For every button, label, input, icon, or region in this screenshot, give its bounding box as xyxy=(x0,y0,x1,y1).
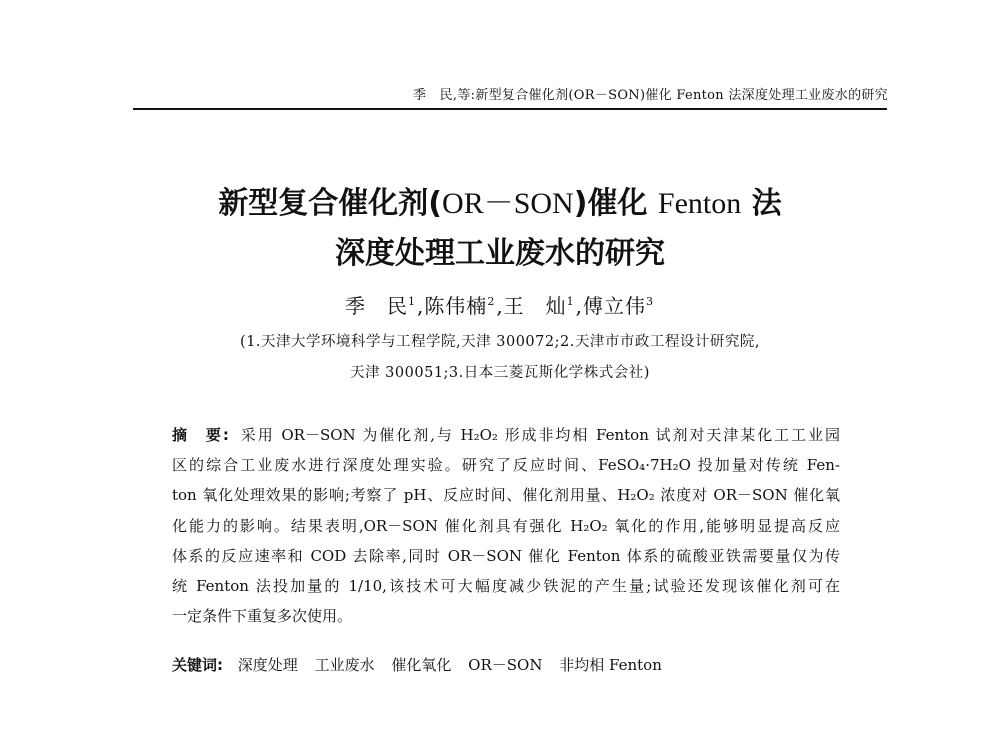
abstract-line: 体系的反应速率和 COD 去除率,同时 OR－SON 催化 Fenton 体系的硫酸亚铁需要量仅为传 xyxy=(172,546,840,565)
keyword: 工业废水 xyxy=(314,656,375,674)
paper-title-line-2: 深度处理工业废水的研究 xyxy=(335,236,665,271)
abstract-text: 采用 OR－SON 为催化剂,与 H₂O₂ 形成非均相 Fenton 试剂对天津某化工工业园 xyxy=(238,426,840,444)
abstract-line: 一定条件下重复多次使用。 xyxy=(172,607,353,626)
author-name: 季 民 xyxy=(344,294,408,318)
keywords-label: 关键词: xyxy=(172,656,223,674)
affiliation-line-1: (1.天津大学环境科学与工程学院,天津 300072;2.天津市市政工程设计研究院, xyxy=(240,334,760,350)
keyword: 催化氧化 xyxy=(391,656,452,674)
title-part: 法 xyxy=(741,186,782,221)
keyword: 非均相 Fenton xyxy=(559,656,662,674)
abstract-line: ton 氧化处理效果的影响;考察了 pH、反应时间、催化剂用量、H₂O₂ 浓度对 OR－SON 催化氧 xyxy=(172,486,840,505)
abstract-line: 化能力的影响。结果表明,OR－SON 催化剂具有强化 H₂O₂ 氧化的作用,能够明显提高反应 xyxy=(172,516,840,535)
author-affiliation-mark: 3 xyxy=(646,295,655,309)
abstract-line xyxy=(172,420,840,450)
title-part: Fenton xyxy=(657,187,742,220)
author-list: 季 民$^1$,陈伟楠$^2$,王 灿$^1$,傅立伟$^3$ xyxy=(344,294,655,318)
author-name: 陈伟楠 xyxy=(424,294,488,318)
header-rule xyxy=(133,108,887,110)
author-name: 王 灿 xyxy=(503,294,567,318)
keyword: 深度处理 xyxy=(237,656,298,674)
abstract-label: 摘 要: xyxy=(172,426,229,444)
running-head: 季 民,等:新型复合催化剂(OR－SON)催化 Fenton 法深度处理工业废水的研究 xyxy=(412,88,888,103)
keywords xyxy=(172,654,840,675)
title-part: OR－SON xyxy=(442,187,574,220)
abstract-line: 统 Fenton 法投加量的 1/10,该技术可大幅度减少铁泥的产生量;试验还发现该催化剂可在 xyxy=(172,576,840,595)
abstract xyxy=(172,420,840,631)
title-part: 新型复合催化剂( xyxy=(218,186,443,221)
author-name: 傅立伟 xyxy=(583,294,647,318)
abstract-line: 区的综合工业废水进行深度处理实验。研究了反应时间、FeSO₄·7H₂O 投加量对传统 Fen- xyxy=(172,456,840,475)
author-affiliation-mark: 2 xyxy=(487,295,496,309)
paper-title-line-1 xyxy=(0,178,1000,222)
keyword: OR－SON xyxy=(468,656,543,674)
affiliation-line-2: 天津 300051;3.日本三菱瓦斯化学株式会社) xyxy=(350,365,650,381)
author-affiliation-mark: 1 xyxy=(566,295,575,309)
author-affiliation-mark: 1 xyxy=(407,295,416,309)
title-part: )催化 xyxy=(573,186,658,221)
